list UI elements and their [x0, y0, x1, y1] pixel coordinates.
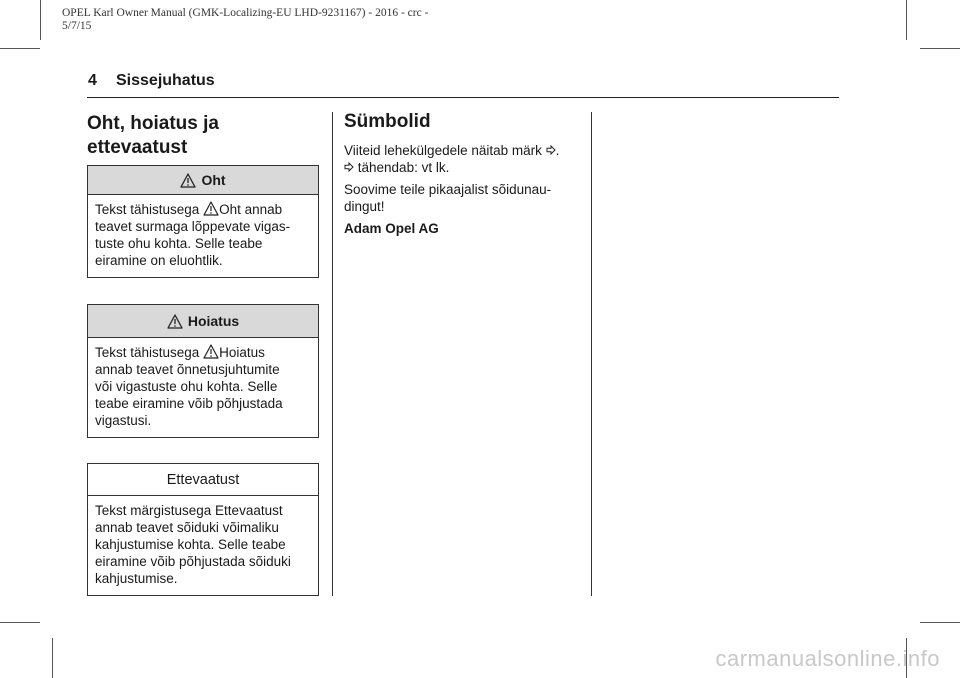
- crop-mark: [920, 622, 960, 623]
- danger-box-title: Oht: [201, 172, 226, 188]
- warning-triangle-icon: [167, 314, 183, 329]
- symbols-heading: Sümbolid: [344, 111, 431, 132]
- text-fragment: Hoiatus: [219, 345, 265, 360]
- section-heading: [87, 112, 219, 160]
- greeting-paragraph: [344, 181, 584, 215]
- crop-mark: [0, 48, 40, 49]
- warning-box-body: [88, 338, 318, 437]
- section-title: Sissejuhatus: [116, 72, 215, 89]
- text-line: [344, 142, 584, 159]
- text-fragment: .: [555, 143, 560, 158]
- danger-box-header: [88, 166, 318, 195]
- text-line: annab teavet õnnetusjuhtumite: [95, 362, 280, 377]
- text-fragment: Viiteid lehekülgedele näitab märk: [344, 143, 542, 158]
- text-line: Soovime teile pikaajalist sõidunau-: [344, 182, 552, 197]
- text-line: teavet surmaga lõppevate vigas-: [95, 219, 291, 234]
- text-line: eiramine võib põhjustada sõiduki: [95, 554, 291, 569]
- page-reference-arrow-icon: [344, 159, 354, 169]
- text-line: eiramine on eluohtlik.: [95, 253, 223, 268]
- danger-box: [87, 165, 319, 278]
- crop-mark: [52, 638, 53, 678]
- text-line: [95, 201, 311, 218]
- text-line: tuste ohu kohta. Selle teabe: [95, 236, 263, 251]
- text-line: Tekst märgistusega Ettevaatust: [95, 503, 283, 518]
- warning-triangle-icon: [203, 344, 219, 359]
- text-fragment: Oht annab: [219, 202, 283, 217]
- section-heading-line: ettevaatust: [87, 137, 188, 158]
- text-fragment: Tekst tähistusega: [95, 202, 200, 217]
- text-line: vigastusi.: [95, 413, 152, 428]
- text-line: või vigastuste ohu kohta. Selle: [95, 379, 278, 394]
- column-divider: [332, 112, 333, 596]
- danger-box-body: [88, 195, 318, 277]
- running-head: [88, 72, 215, 90]
- warning-triangle-icon: [180, 173, 196, 188]
- crop-mark: [0, 622, 40, 623]
- text-line: kahjustumise.: [95, 571, 178, 586]
- warning-box-header: [88, 305, 318, 338]
- text-line: [95, 344, 311, 361]
- warning-box: [87, 304, 319, 438]
- text-line: annab teavet sõiduki võimaliku: [95, 520, 279, 535]
- symbols-paragraph: [344, 142, 584, 176]
- page-reference-arrow-icon: [546, 142, 556, 152]
- caution-box-title: Ettevaatust: [166, 471, 240, 488]
- warning-box-title: Hoiatus: [187, 313, 240, 329]
- document-header-date: 5/7/15: [62, 20, 92, 32]
- header-rule: [87, 97, 839, 98]
- text-line: dingut!: [344, 199, 385, 214]
- watermark: carmanualsonline.info: [715, 646, 940, 671]
- caution-box-header: [88, 464, 318, 496]
- crop-mark: [40, 0, 41, 40]
- document-header: [62, 7, 522, 33]
- crop-mark: [920, 48, 960, 49]
- text-line: teabe eiramine võib põhjustada: [95, 396, 283, 411]
- text-fragment: Tekst tähistusega: [95, 345, 200, 360]
- page-number: 4: [88, 72, 97, 89]
- caution-box: [87, 463, 319, 596]
- text-line: [344, 159, 584, 176]
- text-line: kahjustumise kohta. Selle teabe: [95, 537, 286, 552]
- signature: Adam Opel AG: [344, 221, 439, 236]
- crop-mark: [906, 0, 907, 40]
- section-heading-line: Oht, hoiatus ja: [87, 113, 219, 134]
- document-header-line: OPEL Karl Owner Manual (GMK-Localizing-EU LHD-9231167) - 2016 - crc -: [62, 7, 429, 19]
- caution-box-body: [88, 496, 318, 595]
- text-fragment: tähendab: vt lk.: [357, 160, 450, 175]
- warning-triangle-icon: [203, 201, 219, 216]
- column-divider: [591, 112, 592, 596]
